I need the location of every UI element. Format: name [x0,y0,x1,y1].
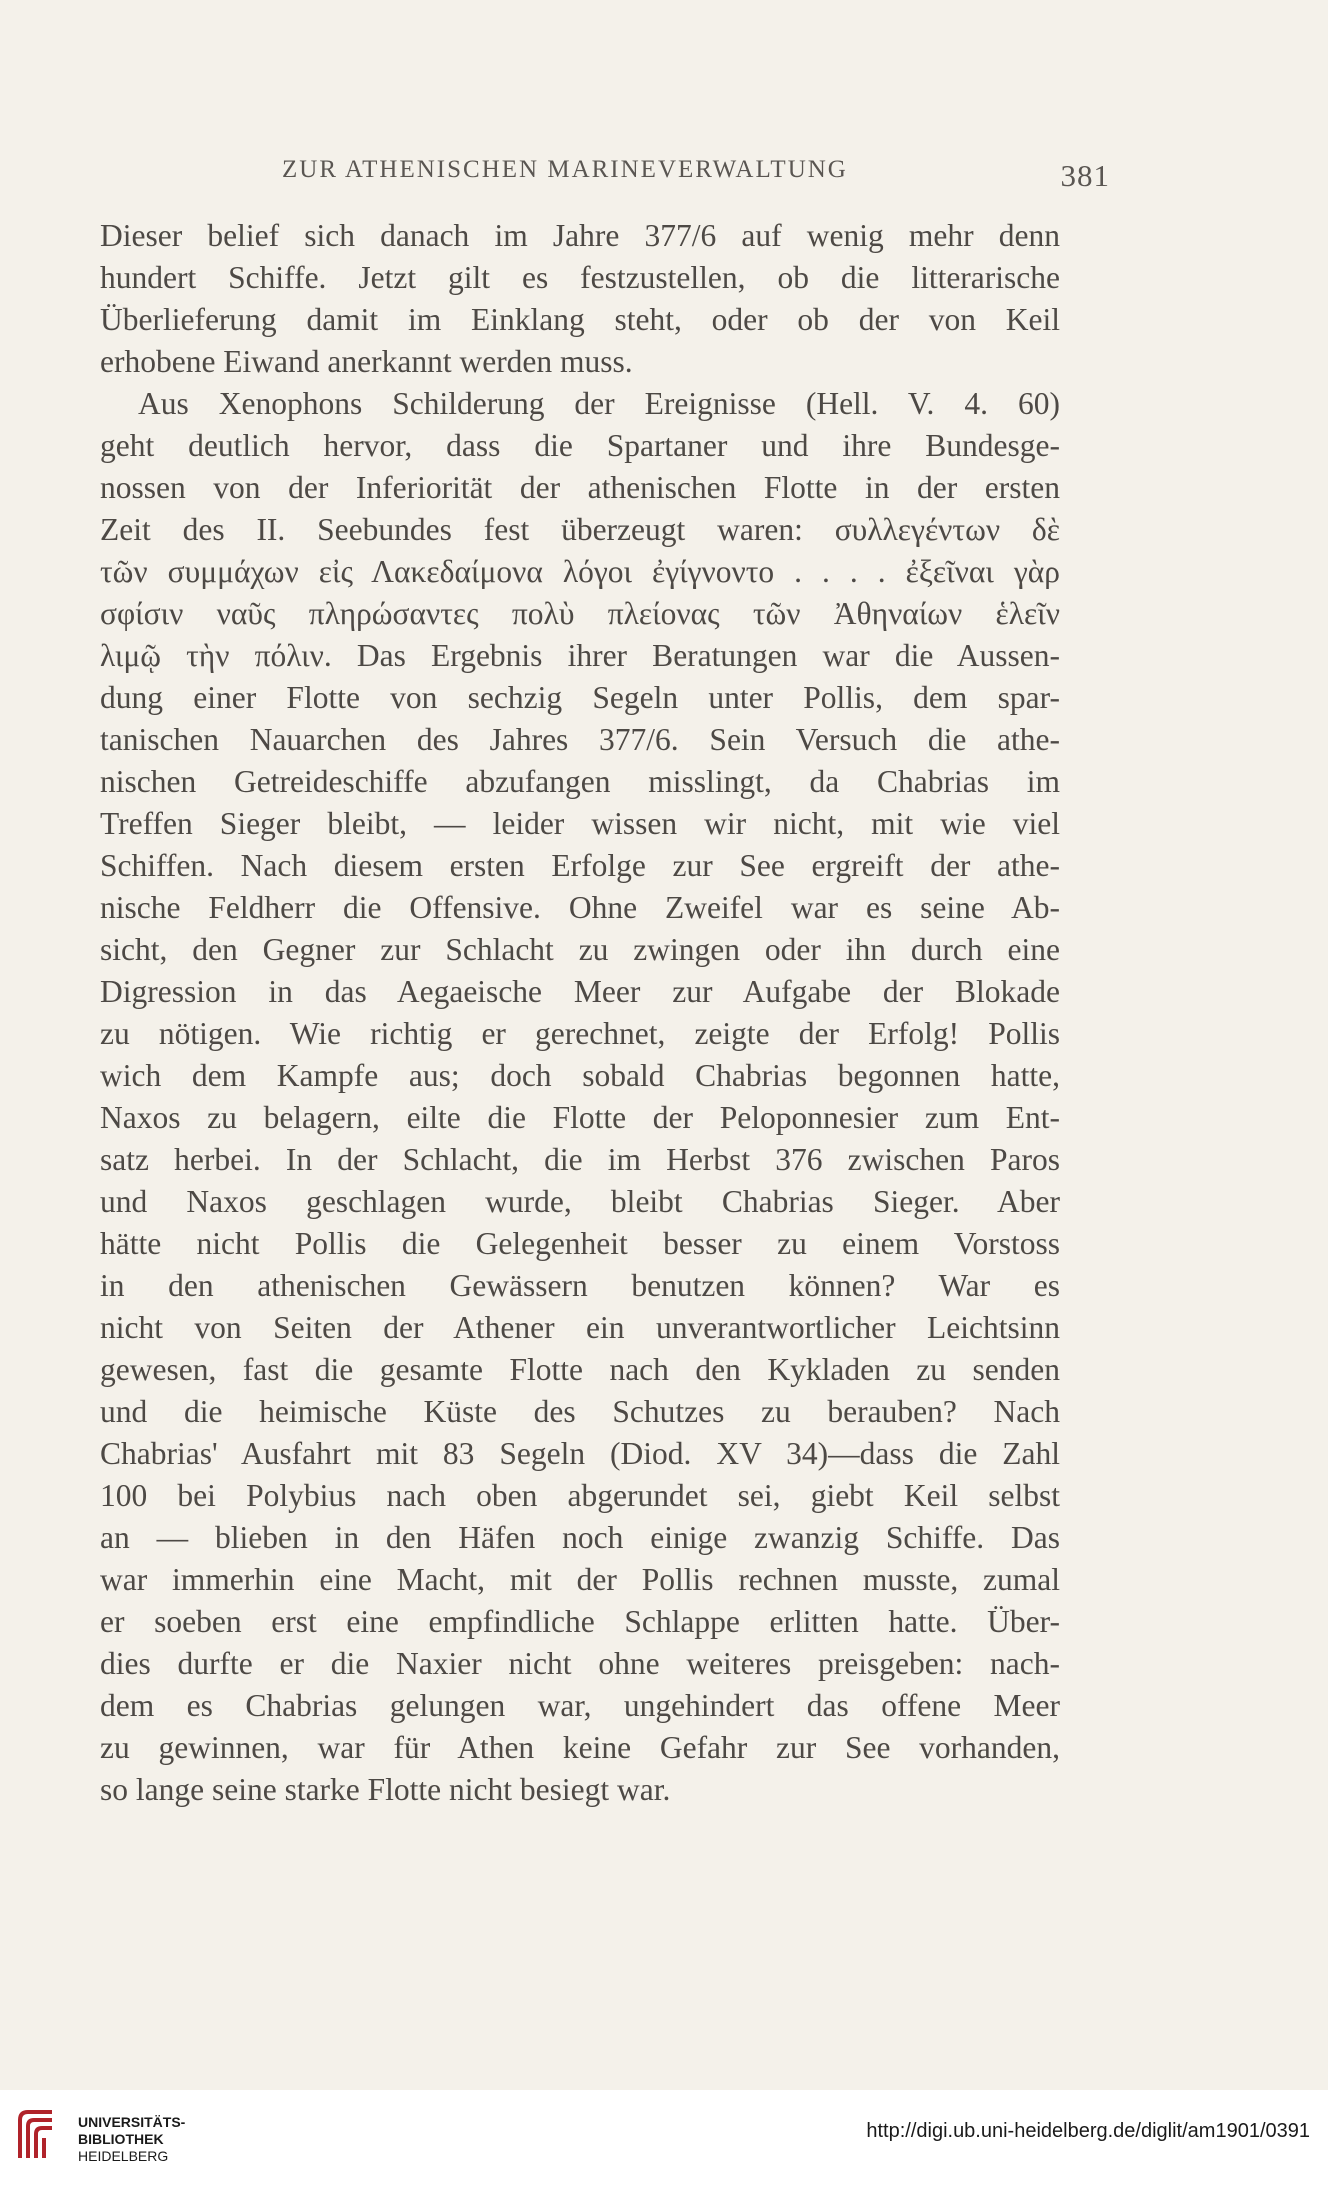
text-line: λιμῷ τὴν πόλιν. Das Ergebnis ihrer Beratungen war die Aussen- [100,638,1060,673]
text-line: Schiffen. Nach diesem ersten Erfolge zur See ergreift der athe- [100,848,1060,883]
text-line: nicht von Seiten der Athener ein unverantwortlicher Leichtsinn [100,1310,1060,1345]
text-line: Überlieferung damit im Einklang steht, oder ob der von Keil [100,302,1060,337]
body-text [100,215,1060,1811]
text-line: zu gewinnen, war für Athen keine Gefahr zur See vorhanden, [100,1730,1060,1765]
text-line: sicht, den Gegner zur Schlacht zu zwingen oder ihn durch eine [100,932,1060,967]
logo-line-1: UNIVERSITÄTS- [78,2114,186,2130]
text-line: und die heimische Küste des Schutzes zu berauben? Nach [100,1394,1060,1429]
logo-line-2: BIBLIOTHEK [78,2131,164,2147]
library-logo-icon [14,2108,58,2164]
text-line: wich dem Kampfe aus; doch sobald Chabrias begonnen hatte, [100,1058,1060,1093]
library-logo-text [78,2114,185,2165]
text-line: dies durfte er die Naxier nicht ohne weiteres preisgeben: nach- [100,1646,1060,1681]
text-line: τῶν συμμάχων εἰς Λακεδαίμονα λόγοι ἐγίγνοντο . . . . ἐξεῖναι γὰρ [100,554,1060,589]
text-line: satz herbei. In der Schlacht, die im Herbst 376 zwischen Paros [100,1142,1060,1177]
text-line: hätte nicht Pollis die Gelegenheit besser zu einem Vorstoss [100,1226,1060,1261]
text-line: Chabrias' Ausfahrt mit 83 Segeln (Diod. XV 34)—dass die Zahl [100,1436,1060,1471]
logo-line-3: HEIDELBERG [78,2148,169,2164]
running-head: ZUR ATHENISCHEN MARINEVERWALTUNG [282,156,848,183]
text-line: so lange seine starke Flotte nicht besiegt war. [100,1772,671,1807]
text-line: nossen von der Inferiorität der athenischen Flotte in der ersten [100,470,1060,505]
footer-bar [0,2090,1328,2186]
text-line: zu nötigen. Wie richtig er gerechnet, zeigte der Erfolg! Pollis [100,1016,1060,1051]
text-line: Digression in das Aegaeische Meer zur Aufgabe der Blokade [100,974,1060,1009]
text-line: hundert Schiffe. Jetzt gilt es festzustellen, ob die litterarische [100,260,1060,295]
text-line: Zeit des II. Seebundes fest überzeugt waren: συλλεγέντων δὲ [100,512,1060,547]
text-line: nische Feldherr die Offensive. Ohne Zweifel war es seine Ab- [100,890,1060,925]
text-line: geht deutlich hervor, dass die Spartaner und ihre Bundesge- [100,428,1060,463]
text-line: Treffen Sieger bleibt, — leider wissen wir nicht, mit wie viel [100,806,1060,841]
text-line: dem es Chabrias gelungen war, ungehindert das offene Meer [100,1688,1060,1723]
text-line: Naxos zu belagern, eilte die Flotte der Peloponnesier zum Ent- [100,1100,1060,1135]
text-line: erhobene Eiwand anerkannt werden muss. [100,344,633,379]
text-line: dung einer Flotte von sechzig Segeln unter Pollis, dem spar- [100,680,1060,715]
text-line: war immerhin eine Macht, mit der Pollis rechnen musste, zumal [100,1562,1060,1597]
text-line: Aus Xenophons Schilderung der Ereignisse (Hell. V. 4. 60) [138,386,1060,421]
page-number: 381 [1060,158,1110,193]
text-line: an — blieben in den Häfen noch einige zwanzig Schiffe. Das [100,1520,1060,1555]
text-line: Dieser belief sich danach im Jahre 377/6 auf wenig mehr denn [100,218,1060,253]
text-line: σφίσιν ναῦς πληρώσαντες πολὺ πλείονας τῶν Ἀθηναίων ἑλεῖν [100,596,1060,631]
source-url-link[interactable]: http://digi.ub.uni-heidelberg.de/diglit/am1901/0391 [866,2120,1310,2142]
text-line: gewesen, fast die gesamte Flotte nach den Kykladen zu senden [100,1352,1060,1387]
text-line: und Naxos geschlagen wurde, bleibt Chabrias Sieger. Aber [100,1184,1060,1219]
text-line: nischen Getreideschiffe abzufangen misslingt, da Chabrias im [100,764,1060,799]
text-line: tanischen Nauarchen des Jahres 377/6. Sein Versuch die athe- [100,722,1060,757]
text-line: er soeben erst eine empfindliche Schlappe erlitten hatte. Über- [100,1604,1060,1639]
text-line: 100 bei Polybius nach oben abgerundet sei, giebt Keil selbst [100,1478,1060,1513]
text-line: in den athenischen Gewässern benutzen können? War es [100,1268,1060,1303]
